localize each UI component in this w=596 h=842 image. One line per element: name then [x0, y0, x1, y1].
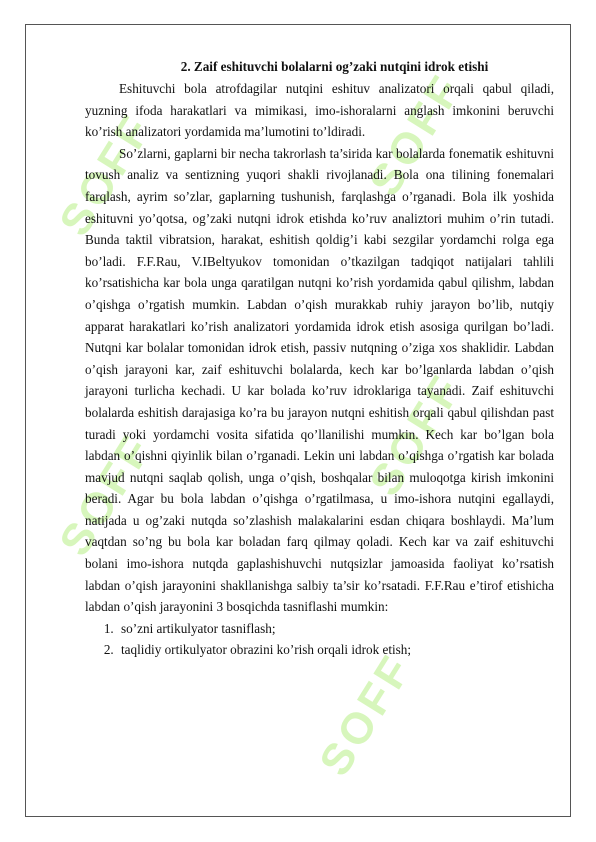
paragraph: Eshituvchi bola atrofdagilar nutqini eshituv analizatori orqali qabul qiladi, yuzning ifoda harakatlari va mimikasi, imo-ishoralarni anglash imkonini beruvchi ko’rish analizatori yordamida ma’lumotini to’ldiradi. [85, 81, 554, 140]
watermark: SOFF [50, 105, 163, 245]
numbered-list [85, 618, 554, 661]
section-heading: 2. Zaif eshituvchi bolalarni og’zaki nutqini idrok etishi [180, 59, 489, 74]
list-item: 2. taqlidiy ortikulyator obrazini ko’rish orqali idrok etish; [117, 639, 554, 661]
watermark: SOFF [360, 65, 473, 205]
document-body [85, 58, 554, 661]
watermark: SOFF [50, 425, 163, 565]
list-item: 1. so’zni artikulyator tasniflash; [117, 618, 554, 640]
watermark: SOFF [360, 365, 473, 505]
watermark: SOFF [310, 645, 423, 785]
paragraph: So’zlarni, gaplarni bir necha takrorlash ta’sirida kar bolalarda fonematik eshituvni tovush analiz va sentizning yuqori shakli rivojlanadi. Bola ona tilining fonemalari farqlash, ayrim so’zlar, gaplarning tushunish, farqlashga o’rganadi. Bola ilk yoshida eshituvni yo’qotsa, og’zaki nutqni idrok etishda ko’ruv analiztori muhim o’rin tutadi. Bunda taktil vibratsion, harakat, eshitish qoldig’i kabi sezgilar yordamchi rolga ega bo’ladi. F.F.Rau, V.IBeltyukov tomonidan o’tkazilgan tadqiqot natijalari tahlili ko’rsatishicha kar bola unga qaratilgan nutqni ko’rish yordamida qabul qilishm, labdan o’qishga o’rgatish mumkin. Labdan o’qish murakkab ruhiy jarayon bo’lib, nutqiy apparat harakatlari ko’rish analizatori yordamida idrok etish asosiga qurilgan bo’ladi. Nutqni kar bolalar tomonidan idrok etish, passiv nutqning o’ziga xos shaklidir. Labdan o’qish jarayoni kar, zaif eshituvchi bolalarda, kech kar bo’lganlarda labdan o’qish jarayoni turlicha kechadi. U kar bolada ko’ruv idroklariga tayanadi. Zaif eshituvchi bolalarda eshitish darajasiga ko’ra bu jarayon nutqni eshitish orqali qabul qilishdan past turadi yoki yordamchi vosita sifatida qo’llanilishi mumkin. Kech kar bo’lgan bola labdan o’qishni qiyinlik bilan o’rganadi. Lekin uni labdan o’qishga o’rgatish kar bolada mavjud nutqni saqlab qolish, unga o’qish, boshqalar bilan muloqotga kirish imkonini beradi. Agar bu bola labdan o’qishga o’rgatilmasa, u imo-ishora nutqini egallaydi, natijada u og’zaki nutqda so’zlashish malakalarini esdan chiqara boshlaydi. Ma’lum vaqtdan so’ng bu bola kar boladan farq qilmay qoladi. Kech kar va zaif eshituvchi bolani imo-ishora nutqda gaplashishuvchi nutqsizlar jamoasida faoliyat ko’rsatish labdan o’qish jarayonini shakllanishga salbiy ta’sir ko’rsatadi. F.F.Rau e’tirof etishicha labdan o’qish jarayonini 3 bosqichda tasniflashi mumkin: [85, 145, 554, 615]
